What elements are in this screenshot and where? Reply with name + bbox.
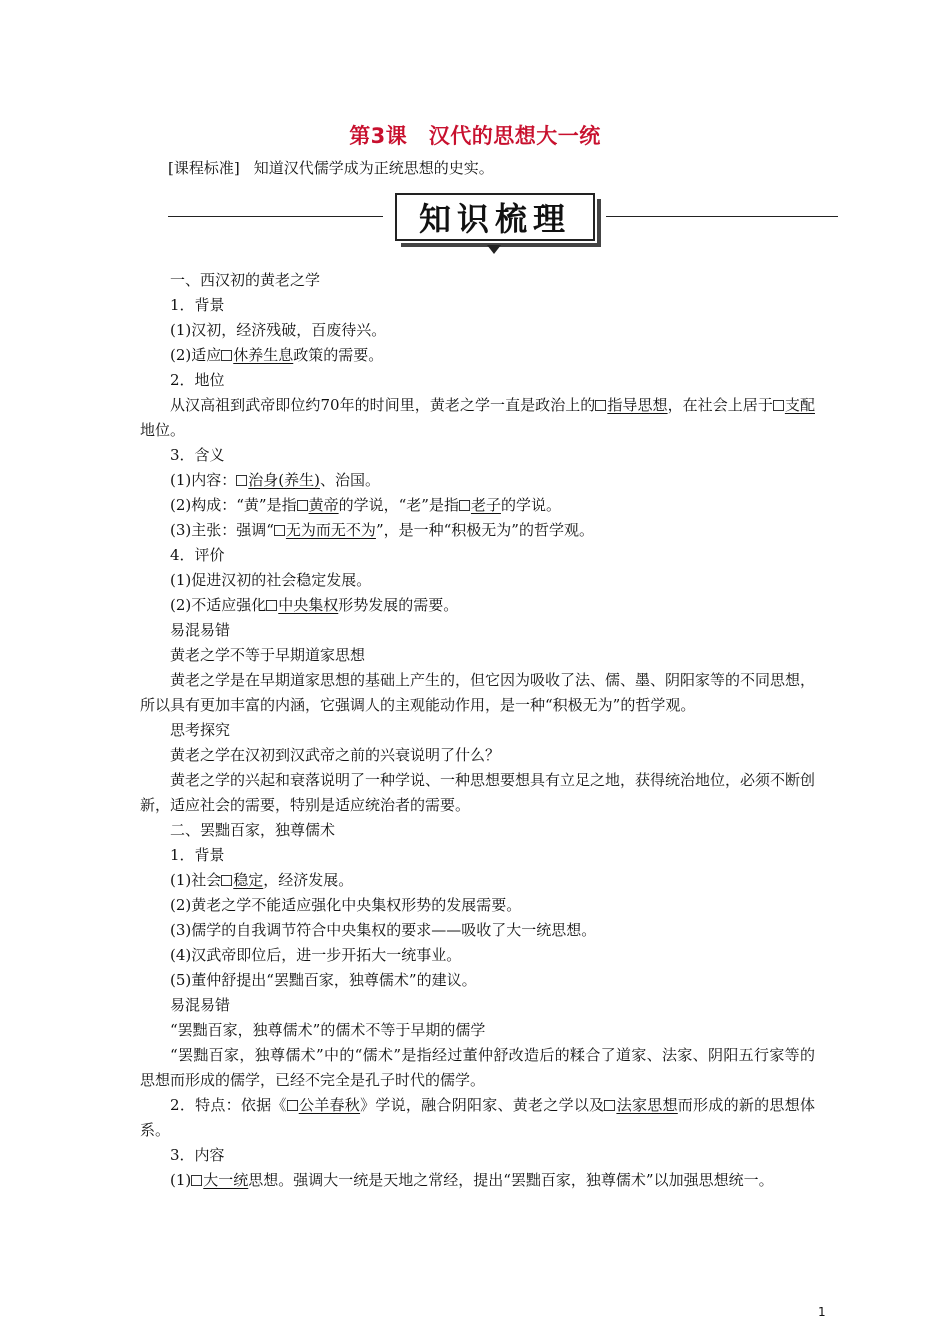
course-standard-text: 知道汉代儒学成为正统思想的史实。	[253, 159, 494, 177]
fill-blank-answer	[595, 396, 667, 414]
section-banner	[395, 193, 595, 241]
body-line: 思考探究	[170, 721, 231, 739]
fill-blank-answer	[274, 521, 376, 539]
page-number: 1	[818, 1305, 826, 1319]
fill-blank-text: 公羊春秋	[298, 1096, 361, 1114]
blank-box-icon	[595, 400, 606, 411]
fill-blank-text: 大一统	[203, 1171, 249, 1189]
fill-blank-answer	[266, 596, 338, 614]
body-paragraph: “罢黜百家，独尊儒术”中的“儒术”是指经过董仲舒改造后的糅合了道家、法家、阴阳五行家等的思想而形成的儒学，已经不完全是孔子时代的儒学。	[140, 1046, 815, 1089]
banner-rule-left	[168, 216, 383, 217]
fill-blank-text: 治身(养生)	[248, 471, 320, 489]
document-body	[140, 268, 815, 1193]
body-line: (1)促进汉初的社会稳定发展。	[170, 571, 372, 589]
fill-blank-answer	[297, 496, 339, 514]
fill-blank-answer	[191, 1171, 248, 1189]
body-paragraph	[140, 393, 815, 443]
text-segment: 、治国。	[319, 471, 380, 489]
body-line: 3．含义	[170, 446, 225, 464]
blank-box-icon	[236, 475, 247, 486]
body-line: (3)儒学的自我调节符合中央集权的要求——吸收了大一统思想。	[170, 921, 597, 939]
text-segment: ”，是一种“积极无为”的哲学观。	[375, 521, 594, 539]
body-line: 1．背景	[170, 846, 225, 864]
body-line: 一、西汉初的黄老之学	[170, 271, 321, 289]
banner-rule-right	[606, 216, 838, 217]
text-segment: 的学说，“老”是指	[338, 496, 459, 514]
fill-blank-answer	[459, 496, 501, 514]
body-paragraph: 黄老之学的兴起和衰落说明了一种学说、一种思想要想具有立足之地，获得统治地位，必须不断创新，适应社会的需要，特别是适应统治者的需要。	[140, 771, 816, 814]
text-segment: 从汉高祖到武帝即位约70年的时间里，黄老之学一直是政治上的	[170, 396, 596, 414]
fill-blank-answer	[287, 1096, 360, 1114]
text-segment: 而形成的新的思想体系。	[140, 1096, 815, 1139]
section-banner-text: 知识梳理	[418, 200, 571, 238]
text-segment: (2)构成：“黄”是指	[170, 496, 297, 514]
text-segment: (1)内容：	[170, 471, 237, 489]
body-line	[140, 343, 815, 368]
blank-box-icon	[221, 350, 232, 361]
blank-box-icon	[191, 1175, 202, 1186]
blank-box-icon	[274, 525, 285, 536]
fill-blank-text: 黄帝	[308, 496, 339, 514]
body-line: 4．评价	[170, 546, 225, 564]
body-line: (2)黄老之学不能适应强化中央集权形势的发展需要。	[170, 896, 522, 914]
text-segment: (1)	[170, 1171, 192, 1189]
body-line	[140, 493, 815, 518]
fill-blank-text: 稳定	[233, 871, 264, 889]
body-paragraph	[140, 1093, 815, 1143]
blank-box-icon	[604, 1100, 615, 1111]
text-segment: 2．特点：依据《	[170, 1096, 287, 1114]
fill-blank-text: 无为而无不为	[285, 521, 376, 539]
text-segment: ，在社会上居于	[667, 396, 773, 414]
page-title: 第3课 汉代的思想大一统	[349, 124, 601, 148]
body-line	[140, 518, 815, 543]
fill-blank-text: 休养生息	[233, 346, 294, 364]
body-paragraph	[140, 1168, 815, 1193]
text-segment: 思想。强调大一统是天地之常经，提出“罢黜百家，独尊儒术”以加强思想统一。	[248, 1171, 774, 1189]
text-segment: 政策的需要。	[293, 346, 384, 364]
text-segment: (2)适应	[170, 346, 222, 364]
text-segment: 形势发展的需要。	[338, 596, 459, 614]
text-segment: (3)主张：强调“	[170, 521, 274, 539]
blank-box-icon	[221, 875, 232, 886]
body-line: 3．内容	[170, 1146, 225, 1164]
fill-blank-answer	[604, 1096, 677, 1114]
blank-box-icon	[287, 1100, 298, 1111]
body-line: “罢黜百家，独尊儒术”的儒术不等于早期的儒学	[170, 1021, 486, 1039]
blank-box-icon	[297, 500, 308, 511]
body-line: 2．地位	[170, 371, 225, 389]
body-line	[140, 468, 815, 493]
body-line: 黄老之学在汉初到汉武帝之前的兴衰说明了什么？	[170, 746, 501, 764]
body-line: 易混易错	[170, 996, 231, 1014]
fill-blank-text: 指导思想	[607, 396, 668, 414]
blank-box-icon	[459, 500, 470, 511]
body-line: 易混易错	[170, 621, 231, 639]
body-line: 1．背景	[170, 296, 225, 314]
blank-box-icon	[773, 400, 784, 411]
fill-blank-answer	[221, 346, 293, 364]
text-segment: 》学说，融合阴阳家、黄老之学以及	[360, 1096, 605, 1114]
body-paragraph: 黄老之学是在早期道家思想的基础上产生的，但它因为吸收了法、儒、墨、阴阳家等的不同思想，所以具有更加丰富的内涵，它强调人的主观能动作用，是一种“积极无为”的哲学观。	[140, 671, 816, 714]
body-line: (5)董仲舒提出“罢黜百家，独尊儒术”的建议。	[170, 971, 477, 989]
text-segment: (1)社会	[170, 871, 222, 889]
text-segment: 地位。	[140, 421, 186, 439]
body-line	[140, 593, 815, 618]
text-segment: (2)不适应强化	[170, 596, 267, 614]
fill-blank-text: 老子	[470, 496, 501, 514]
body-line: (1)汉初，经济残破，百废待兴。	[170, 321, 387, 339]
fill-blank-answer	[236, 471, 320, 489]
body-line: 二、罢黜百家，独尊儒术	[170, 821, 336, 839]
fill-blank-answer	[221, 871, 263, 889]
fill-blank-text: 法家思想	[616, 1096, 678, 1114]
fill-blank-text: 支配	[784, 396, 815, 414]
text-segment: ，经济发展。	[263, 871, 354, 889]
blank-box-icon	[266, 600, 277, 611]
fill-blank-text: 中央集权	[278, 596, 339, 614]
body-line	[140, 868, 815, 893]
body-line: (4)汉武帝即位后，进一步开拓大一统事业。	[170, 946, 462, 964]
banner-arrow-icon	[487, 245, 501, 254]
body-line: 黄老之学不等于早期道家思想	[170, 646, 366, 664]
fill-blank-answer	[773, 396, 815, 414]
course-standard	[168, 157, 494, 178]
text-segment: 的学说。	[500, 496, 561, 514]
course-standard-tag: [课程标准]	[168, 159, 240, 177]
